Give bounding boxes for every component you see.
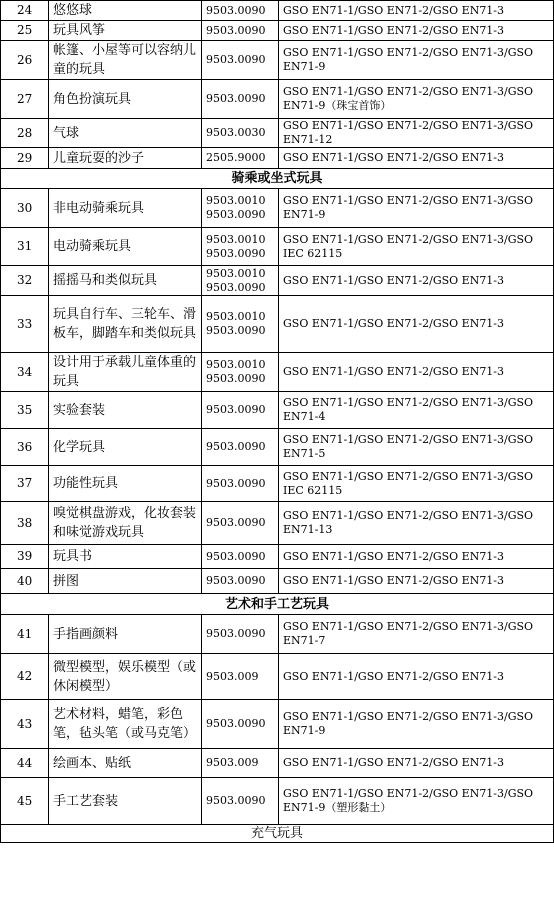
hs-code: 9503.0090: [202, 700, 279, 749]
hs-code: 9503.0090: [202, 778, 279, 825]
standard-list: GSO EN71-1/GSO EN71-2/GSO EN71-3/GSO EN71-9（珠宝首饰）: [279, 80, 554, 119]
product-name: 设计用于承载儿童体重的玩具: [49, 353, 202, 392]
row-number: 27: [1, 80, 49, 119]
row-number: 36: [1, 429, 49, 466]
table-row: [1, 569, 554, 594]
table-row: [1, 502, 554, 545]
row-number: 40: [1, 569, 49, 594]
section-title: 充气玩具: [1, 825, 554, 843]
row-number: 39: [1, 545, 49, 569]
row-number: 38: [1, 502, 49, 545]
table-row: [1, 228, 554, 266]
table-body: [1, 1, 554, 843]
product-name: 角色扮演玩具: [49, 80, 202, 119]
hs-code: 9503.0090: [202, 569, 279, 594]
row-number: 42: [1, 654, 49, 700]
hs-code: 9503.0090: [202, 502, 279, 545]
row-number: 29: [1, 148, 49, 169]
hs-code: 9503.009: [202, 654, 279, 700]
table-row: [1, 119, 554, 148]
product-name: 非电动骑乘玩具: [49, 189, 202, 228]
section-title: 骑乘或坐式玩具: [1, 169, 554, 189]
row-number: 43: [1, 700, 49, 749]
hs-code: 9503.0090: [202, 80, 279, 119]
hs-code: 9503.0030: [202, 119, 279, 148]
hs-code: 9503.0090: [202, 392, 279, 429]
product-name: 微型模型，娱乐模型（或休闲模型）: [49, 654, 202, 700]
row-number: 41: [1, 615, 49, 654]
product-name: 绘画本、贴纸: [49, 749, 202, 778]
section-title: 艺术和手工艺玩具: [1, 594, 554, 615]
table-row: [1, 749, 554, 778]
standard-list: GSO EN71-1/GSO EN71-2/GSO EN71-3/GSO IEC 62115: [279, 466, 554, 502]
standard-list: GSO EN71-1/GSO EN71-2/GSO EN71-3: [279, 569, 554, 594]
product-name: 实验套装: [49, 392, 202, 429]
row-number: 34: [1, 353, 49, 392]
table-row: [1, 41, 554, 80]
product-name: 功能性玩具: [49, 466, 202, 502]
hs-code: 9503.0090: [202, 545, 279, 569]
standard-list: GSO EN71-1/GSO EN71-2/GSO EN71-3: [279, 296, 554, 353]
standard-list: GSO EN71-1/GSO EN71-2/GSO EN71-3/GSO EN71-13: [279, 502, 554, 545]
table-row: [1, 700, 554, 749]
table-row: [1, 148, 554, 169]
standard-list: GSO EN71-1/GSO EN71-2/GSO EN71-3: [279, 749, 554, 778]
standard-list: GSO EN71-1/GSO EN71-2/GSO EN71-3: [279, 1, 554, 21]
table-row: [1, 189, 554, 228]
standard-list: GSO EN71-1/GSO EN71-2/GSO EN71-3/GSO EN71-9: [279, 189, 554, 228]
section-header-row: [1, 594, 554, 615]
row-number: 28: [1, 119, 49, 148]
standard-list: GSO EN71-1/GSO EN71-2/GSO EN71-3: [279, 654, 554, 700]
hs-code: 9503.0090: [202, 615, 279, 654]
product-name: 电动骑乘玩具: [49, 228, 202, 266]
standard-list: GSO EN71-1/GSO EN71-2/GSO EN71-3/GSO EN71-12: [279, 119, 554, 148]
table-row: [1, 296, 554, 353]
row-number: 44: [1, 749, 49, 778]
hs-code: 9503.0010 9503.0090: [202, 353, 279, 392]
row-number: 32: [1, 266, 49, 296]
row-number: 31: [1, 228, 49, 266]
section-header-row: [1, 825, 554, 843]
table-row: [1, 392, 554, 429]
row-number: 33: [1, 296, 49, 353]
product-name: 气球: [49, 119, 202, 148]
row-number: 25: [1, 21, 49, 41]
hs-code: 2505.9000: [202, 148, 279, 169]
standard-list: GSO EN71-1/GSO EN71-2/GSO EN71-3: [279, 353, 554, 392]
standard-list: GSO EN71-1/GSO EN71-2/GSO EN71-3/GSO EN71-9: [279, 41, 554, 80]
product-name: 摇摇马和类似玩具: [49, 266, 202, 296]
product-name: 嗅觉棋盘游戏，化妆套装和味觉游戏玩具: [49, 502, 202, 545]
standard-list: GSO EN71-1/GSO EN71-2/GSO EN71-3/GSO IEC 62115: [279, 228, 554, 266]
standard-list: GSO EN71-1/GSO EN71-2/GSO EN71-3/GSO EN71-9: [279, 700, 554, 749]
hs-code: 9503.0010 9503.0090: [202, 266, 279, 296]
section-header-row: [1, 169, 554, 189]
standard-list: GSO EN71-1/GSO EN71-2/GSO EN71-3/GSO EN71-9（塑形黏土）: [279, 778, 554, 825]
table-row: [1, 353, 554, 392]
row-number: 37: [1, 466, 49, 502]
standard-list: GSO EN71-1/GSO EN71-2/GSO EN71-3: [279, 148, 554, 169]
product-name: 儿童玩耍的沙子: [49, 148, 202, 169]
standard-list: GSO EN71-1/GSO EN71-2/GSO EN71-3/GSO EN71-7: [279, 615, 554, 654]
standard-list: GSO EN71-1/GSO EN71-2/GSO EN71-3/GSO EN71-4: [279, 392, 554, 429]
hs-code: 9503.0090: [202, 21, 279, 41]
standard-list: GSO EN71-1/GSO EN71-2/GSO EN71-3: [279, 266, 554, 296]
table-row: [1, 266, 554, 296]
row-number: 26: [1, 41, 49, 80]
row-number: 45: [1, 778, 49, 825]
table-row: [1, 545, 554, 569]
table-row: [1, 21, 554, 41]
product-name: 玩具书: [49, 545, 202, 569]
product-name: 化学玩具: [49, 429, 202, 466]
table-row: [1, 1, 554, 21]
hs-code: 9503.0010 9503.0090: [202, 228, 279, 266]
hs-code: 9503.009: [202, 749, 279, 778]
hs-code: 9503.0010 9503.0090: [202, 296, 279, 353]
hs-code: 9503.0090: [202, 466, 279, 502]
table-row: [1, 778, 554, 825]
table-row: [1, 80, 554, 119]
hs-code: 9503.0090: [202, 429, 279, 466]
hs-code: 9503.0010 9503.0090: [202, 189, 279, 228]
hs-code: 9503.0090: [202, 41, 279, 80]
product-name: 手指画颜料: [49, 615, 202, 654]
table-row: [1, 615, 554, 654]
row-number: 24: [1, 1, 49, 21]
product-name: 帐篷、小屋等可以容纳儿童的玩具: [49, 41, 202, 80]
product-name: 艺术材料，蜡笔，彩色笔，毡头笔（或马克笔）: [49, 700, 202, 749]
hs-code: 9503.0090: [202, 1, 279, 21]
table-row: [1, 466, 554, 502]
row-number: 35: [1, 392, 49, 429]
standard-list: GSO EN71-1/GSO EN71-2/GSO EN71-3: [279, 21, 554, 41]
standard-list: GSO EN71-1/GSO EN71-2/GSO EN71-3/GSO EN71-5: [279, 429, 554, 466]
product-name: 玩具自行车、三轮车、滑板车，脚踏车和类似玩具: [49, 296, 202, 353]
product-name: 手工艺套装: [49, 778, 202, 825]
product-name: 玩具风筝: [49, 21, 202, 41]
product-name: 拼图: [49, 569, 202, 594]
standard-list: GSO EN71-1/GSO EN71-2/GSO EN71-3: [279, 545, 554, 569]
table-row: [1, 654, 554, 700]
row-number: 30: [1, 189, 49, 228]
product-name: 悠悠球: [49, 1, 202, 21]
table-row: [1, 429, 554, 466]
